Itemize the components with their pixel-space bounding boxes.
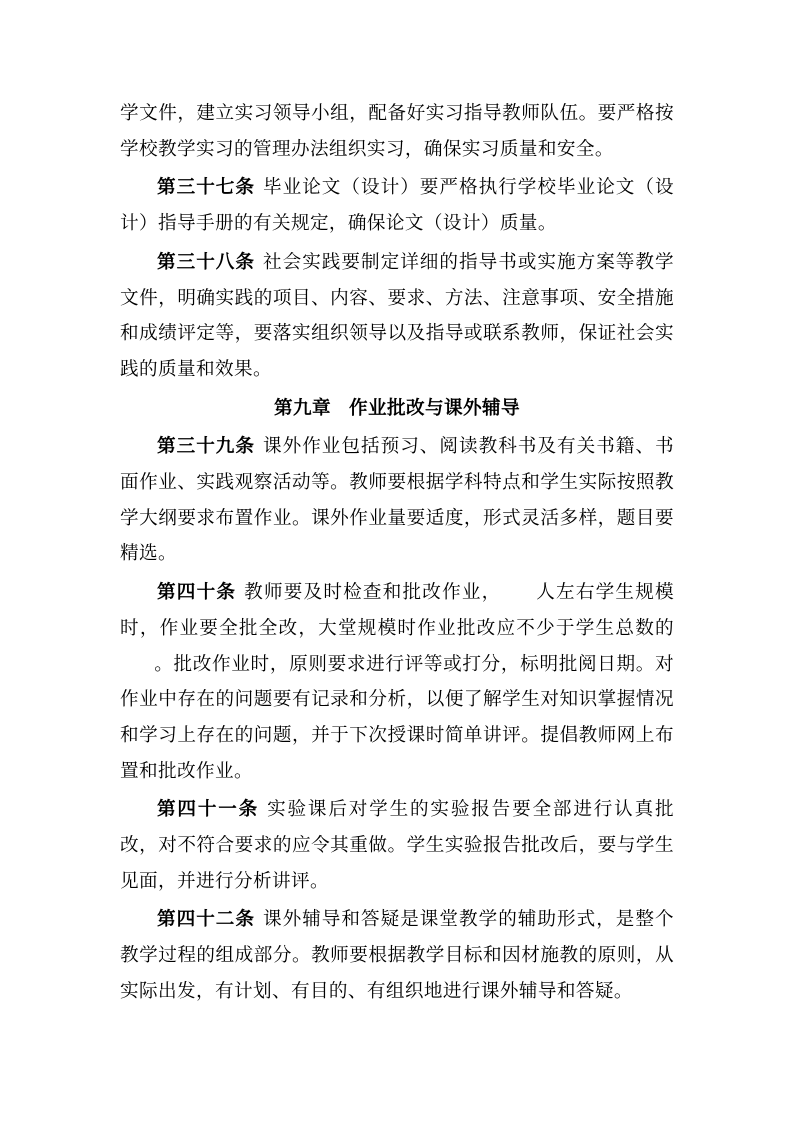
article-39 [120, 429, 674, 572]
chapter-title: 作业批改与课外辅导 [349, 397, 520, 419]
article-37 [120, 170, 674, 241]
article-40 [120, 575, 674, 789]
article-text: 。批改作业时，原则要求进行评等或打分，标明批阅日期。对作业中存在的问题要有记录和分析，以便了解学生对知识掌握情况和学习上存在的问题，并于下次授课时简单讲评。提倡教师网上布置和批改作业。 [120, 653, 674, 782]
article-text: 实验课后对学生的实验报告要全部进行认真批改，对不符合要求的应令其重做。学生实验报告批改后，要与学生见面，并进行分析讲评。 [120, 799, 674, 892]
article-text: 课外作业包括预习、阅读教科书及有关书籍、书面作业、实践观察活动等。教师要根据学科特点和学生实际按照教学大纲要求布置作业。课外作业量要适度，形式灵活多样，题目要精选。 [120, 436, 674, 565]
article-label: 第三十九条 [157, 436, 255, 458]
article-text: 社会实践要制定详细的指导书或实施方案等教学文件，明确实践的项目、内容、要求、方法、注意事项、安全措施和成绩评定等，要落实组织领导以及指导或联系教师，保证社会实践的质量和效果。 [120, 251, 674, 380]
article-42 [120, 902, 674, 1009]
article-label: 第四十条 [157, 582, 237, 604]
article-text: 课外辅导和答疑是课堂教学的辅助形式，是整个教学过程的组成部分。教师要根据教学目标和因材施教的原则，从实际出发，有计划、有目的、有组织地进行课外辅导和答疑。 [120, 909, 674, 1002]
chapter-heading [120, 391, 674, 427]
chapter-number: 第九章 [274, 397, 332, 419]
article-41 [120, 792, 674, 899]
article-label: 第四十二条 [157, 909, 255, 931]
article-38 [120, 245, 674, 388]
document-page [120, 96, 674, 1013]
paragraph-text: 学文件，建立实习领导小组，配备好实习指导教师队伍。要严格按学校教学实习的管理办法组织实习，确保实习质量和安全。 [120, 103, 674, 160]
article-text: 毕业论文（设计）要严格执行学校毕业论文（设计）指导手册的有关规定，确保论文（设计）质量。 [120, 177, 674, 235]
article-label: 第三十八条 [157, 251, 255, 273]
article-label: 第四十一条 [157, 799, 260, 821]
article-text: 人左右学生规模时，作业要全批全改，大堂规模时作业批改应不少于学生总数的 [120, 582, 674, 639]
article-text: 教师要及时检查和批改作业， [244, 582, 502, 604]
article-label: 第三十七条 [157, 177, 255, 199]
paragraph-continued [120, 96, 674, 167]
